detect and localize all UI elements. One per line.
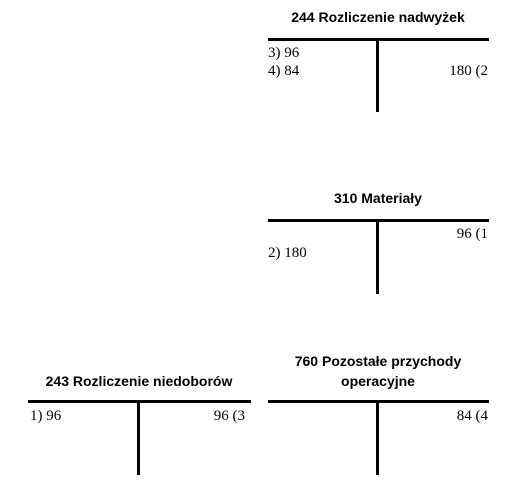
debit-entry: 1) 96: [30, 408, 62, 424]
t-account-vertical-line: [137, 400, 140, 475]
account-title: 760 Pozostałe przychody: [294, 353, 462, 369]
credit-entry: 180 (2: [449, 63, 488, 79]
debit-entry: 2) 180: [268, 245, 307, 261]
account-title: 243 Rozliczenie niedoborów: [45, 373, 233, 389]
debit-entry: 3) 96: [268, 45, 300, 61]
t-account-vertical-line: [376, 400, 379, 475]
debit-entry: 4) 84: [268, 63, 300, 79]
account-title: 310 Materiały: [334, 190, 422, 206]
t-account-vertical-line: [376, 219, 379, 294]
credit-entry: 84 (4: [456, 408, 488, 424]
account-title-continued: operacyjne: [341, 373, 415, 389]
credit-entry: 96 (3: [213, 408, 245, 424]
credit-entry: 96 (1: [456, 226, 488, 242]
t-account-vertical-line: [376, 38, 379, 112]
account-title: 244 Rozliczenie nadwyżek: [291, 9, 465, 25]
